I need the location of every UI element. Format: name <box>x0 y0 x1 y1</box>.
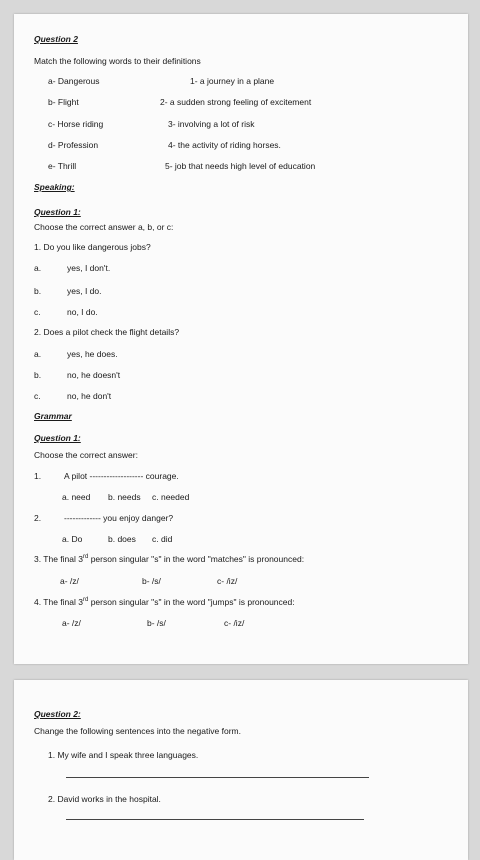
option-text: yes, I don't. <box>67 263 111 273</box>
match-word: e- Thrill <box>48 161 77 171</box>
option-letter: b. <box>34 286 42 296</box>
grammar-item-1: A pilot ------------------- courage. <box>64 471 179 481</box>
speaking-instruction: Choose the correct answer a, b, or c: <box>34 222 174 232</box>
question-2-heading: Question 2: <box>34 709 81 719</box>
grammar-item-3: 3. The final 3rd person singular "s" in the word "matches" is pronounced: <box>34 554 305 564</box>
option-text: no, I do. <box>67 307 98 317</box>
sentence-item-2: 2. David works in the hospital. <box>48 794 161 804</box>
match-word: c- Horse riding <box>48 119 104 129</box>
grammar-option: c- /iz/ <box>224 618 245 628</box>
option-text: no, he doesn't <box>67 370 121 380</box>
option-letter: c. <box>34 307 41 317</box>
match-definition: 1- a journey in a plane <box>190 76 275 86</box>
option-letter: c. <box>34 391 41 401</box>
grammar-option: a- /z/ <box>60 576 79 586</box>
grammar-heading: Grammar <box>34 411 72 421</box>
option-letter: a. <box>34 349 42 359</box>
speaking-question-1: 1. Do you like dangerous jobs? <box>34 242 151 252</box>
match-word: a- Dangerous <box>48 76 100 86</box>
sentence-item-1: 1. My wife and I speak three languages. <box>48 750 199 760</box>
match-definition: 3- involving a lot of risk <box>168 119 255 129</box>
grammar-item-number: 2. <box>34 513 42 523</box>
grammar-item-2: ------------- you enjoy danger? <box>64 513 174 523</box>
match-definition: 2- a sudden strong feeling of excitement <box>160 97 312 107</box>
grammar-option: b. does <box>108 534 136 544</box>
grammar-option: b- /s/ <box>142 576 161 586</box>
speaking-question-2: 2. Does a pilot check the flight details? <box>34 327 180 337</box>
grammar-option: a. Do <box>62 534 83 544</box>
grammar-option: a. need <box>62 492 91 502</box>
answer-line <box>66 777 369 778</box>
grammar-question-1-heading: Question 1: <box>34 433 81 443</box>
grammar-option: c. needed <box>152 492 190 502</box>
worksheet-page-1 <box>14 14 468 664</box>
negative-form-instruction: Change the following sentences into the negative form. <box>34 726 241 736</box>
grammar-option: a- /z/ <box>62 618 81 628</box>
option-text: no, he don't <box>67 391 112 401</box>
worksheet-page-2 <box>14 680 468 860</box>
match-word: d- Profession <box>48 140 99 150</box>
grammar-option: b- /s/ <box>147 618 166 628</box>
speaking-heading: Speaking: <box>34 182 75 192</box>
option-text: yes, he does. <box>67 349 118 359</box>
match-word: b- Flight <box>48 97 79 107</box>
option-letter: a. <box>34 263 42 273</box>
speaking-question-1-heading: Question 1: <box>34 207 81 217</box>
grammar-item-number: 1. <box>34 471 42 481</box>
option-letter: b. <box>34 370 42 380</box>
grammar-option: c. did <box>152 534 173 544</box>
grammar-instruction: Choose the correct answer: <box>34 450 138 460</box>
grammar-option: c- /iz/ <box>217 576 238 586</box>
match-definition: 4- the activity of riding horses. <box>168 140 281 150</box>
question-2-heading: Question 2 <box>34 34 78 44</box>
option-text: yes, I do. <box>67 286 102 296</box>
answer-line <box>66 819 364 820</box>
matching-instruction: Match the following words to their definitions <box>34 56 201 66</box>
grammar-item-4: 4. The final 3rd person singular "s" in the word "jumps" is pronounced: <box>34 597 295 607</box>
match-definition: 5- job that needs high level of education <box>165 161 316 171</box>
grammar-option: b. needs <box>108 492 141 502</box>
